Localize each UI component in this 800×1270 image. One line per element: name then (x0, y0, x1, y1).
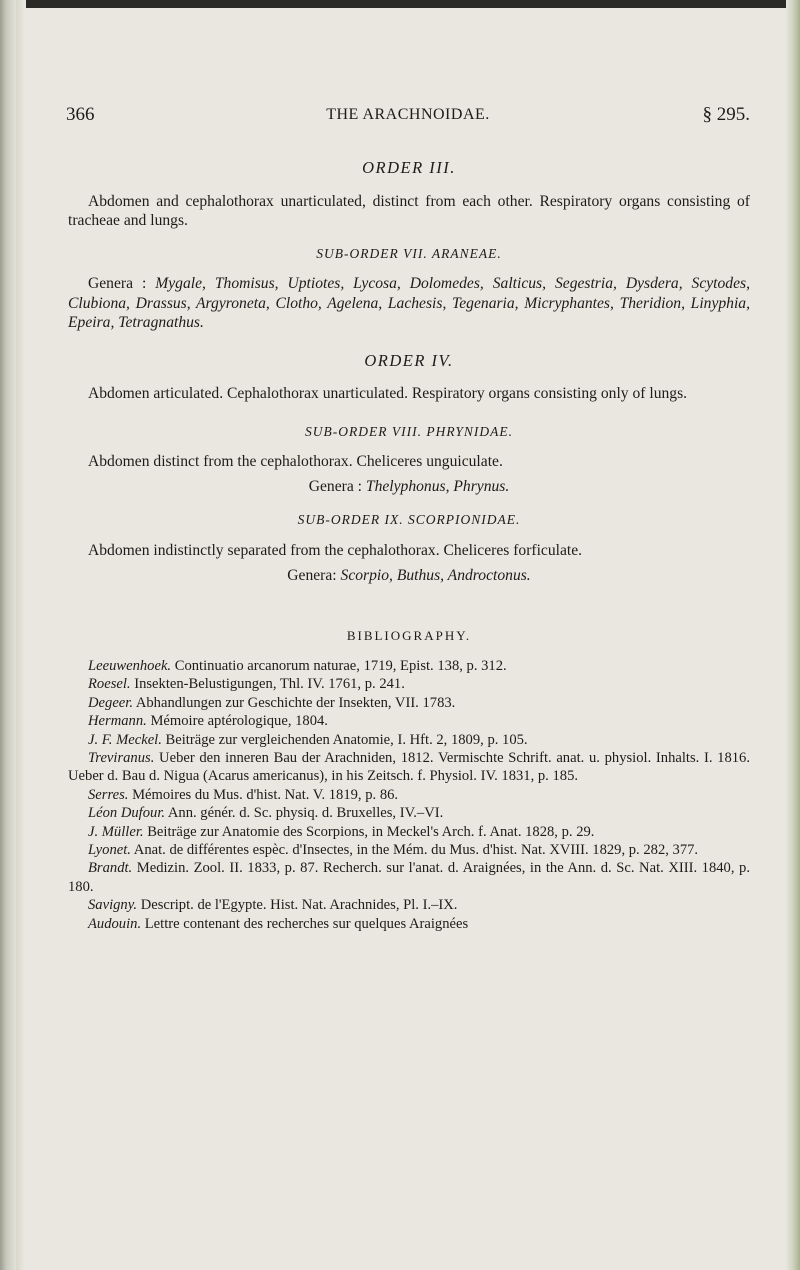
entry-text: Ueber den inneren Bau der Arachniden, 1812. Vermischte Schrift. anat. u. physiol. Inhalts. I. 1816. Ueber d. Bau d. Nigua (Acarus americanus), in his Zeitsch. f. Physiol. IV. 1831, p. 185. (68, 750, 750, 785)
bibliography-entry (68, 859, 750, 896)
suborder-9-text: Abdomen indistinctly separated from the cephalothorax. Cheliceres forficulate. (88, 541, 583, 559)
genera-lead: Genera: (287, 567, 337, 584)
bibliography-entry (68, 896, 750, 914)
entry-author: J. Müller. (88, 823, 144, 840)
entry-text: Continuatio arcanorum naturae, 1719, Epist. 138, p. 312. (174, 658, 507, 674)
bibliography-entry (68, 657, 750, 675)
entry-author: Brandt. (88, 860, 133, 877)
bibliography-entry (68, 675, 750, 693)
entry-author: Léon Dufour. (88, 805, 166, 822)
entry-author: Savigny. (88, 897, 138, 914)
entry-text: Beiträge zur vergleichenden Anatomie, I. Hft. 2, 1809, p. 105. (165, 731, 528, 748)
entry-text: Abhandlungen zur Geschichte der Insekten, VII. 1783. (135, 694, 456, 711)
page-gutter (16, 0, 26, 1270)
bibliography-list (68, 657, 750, 933)
genera-list: Scorpio, Buthus, Androctonus. (340, 567, 531, 584)
bibliography-entry (68, 731, 750, 749)
suborder-8-text: Abdomen distinct from the cephalothorax. Cheliceres unguiculate. (88, 453, 503, 470)
entry-text: Beiträge zur Anatomie des Scorpions, in Meckel's Arch. f. Anat. 1828, p. 29. (147, 823, 595, 840)
suborder-7-heading: SUB-ORDER VII. ARANEAE. (316, 245, 502, 261)
book-spine-edge (0, 0, 16, 1270)
page-content (68, 158, 750, 933)
entry-text: Insekten-Belustigungen, Thl. IV. 1761, p. 241. (134, 676, 405, 693)
bibliography-entry (68, 915, 750, 933)
running-title: THE ARACHNOIDAE. (326, 106, 490, 123)
suborder-9-genera (68, 566, 750, 586)
entry-author: Degeer. (88, 694, 133, 711)
suborder-9-heading: SUB-ORDER IX. SCORPIONIDAE. (297, 512, 521, 527)
genera-lead: Genera : (308, 477, 362, 495)
order-4-text: Abdomen articulated. Cephalothorax unarticulated. Respiratory organs consisting only of lungs. (88, 385, 688, 402)
suborder-7-genera (68, 274, 750, 333)
page-right-edge (786, 0, 800, 1270)
entry-author: Audouin. (88, 915, 142, 932)
bibliography-entry (68, 712, 750, 730)
entry-author: Roesel. (88, 676, 131, 693)
entry-text: Descript. de l'Egypte. Hist. Nat. Arachnides, Pl. I.–IX. (140, 897, 458, 914)
entry-author: Hermann. (88, 713, 147, 730)
order-3-text: Abdomen and cephalothorax unarticulated, distinct from each other. Respiratory organs consisting of tracheae and lungs. (68, 192, 750, 229)
bibliography-entry (68, 786, 750, 804)
order-3-heading: ORDER III. (362, 158, 456, 177)
entry-text: Mémoires du Mus. d'hist. Nat. V. 1819, p. 86. (132, 786, 399, 803)
genera-list: Mygale, Thomisus, Uptiotes, Lycosa, Dolomedes, Salticus, Segestria, Dysdera, Scytodes, Clubiona, Drassus, Argyroneta, Clotho, Agelena, Lachesis, Tegenaria, Micryphantes, Theridion, Linyphia, Epeira, Tetragnathus. (68, 275, 750, 331)
suborder-8-genera (68, 477, 750, 497)
bibliography-entry (68, 694, 750, 712)
bibliography-title: BIBLIOGRAPHY. (346, 627, 472, 643)
order-4-heading: ORDER IV. (364, 350, 454, 370)
bibliography-entry (68, 804, 750, 822)
genera-list: Thelyphonus, Phrynus. (365, 477, 510, 495)
bibliography-entry (68, 823, 750, 841)
entry-text: Medizin. Zool. II. 1833, p. 87. Recherch. sur l'anat. d. Araignées, in the Ann. d. Sc. Nat. XIII. 1840, p. 180. (68, 860, 750, 895)
entry-text: Lettre contenant des recherches sur quelques Araignées (144, 915, 469, 932)
entry-author: Serres. (88, 786, 129, 803)
entry-author: Treviranus. (88, 750, 155, 767)
section-number: § 295. (702, 104, 750, 125)
entry-author: Leeuwenhoek. (88, 658, 172, 674)
entry-author: J. F. Meckel. (88, 731, 162, 748)
bibliography-entry (68, 749, 750, 786)
page-number: 366 (66, 104, 95, 125)
genera-lead: Genera : (88, 275, 147, 292)
entry-text: Ann. génér. d. Sc. physiq. d. Bruxelles, IV.–VI. (167, 805, 444, 822)
entry-text: Mémoire aptérologique, 1804. (150, 713, 328, 730)
bibliography-entry (68, 841, 750, 859)
book-page (40, 0, 768, 1270)
suborder-8-heading: SUB-ORDER VIII. PHRYNIDAE. (305, 423, 513, 439)
entry-author: Lyonet. (88, 842, 131, 859)
entry-text: Anat. de différentes espèc. d'Insectes, in the Mém. du Mus. d'hist. Nat. XVIII. 1829, p. 282, 377. (133, 842, 699, 859)
